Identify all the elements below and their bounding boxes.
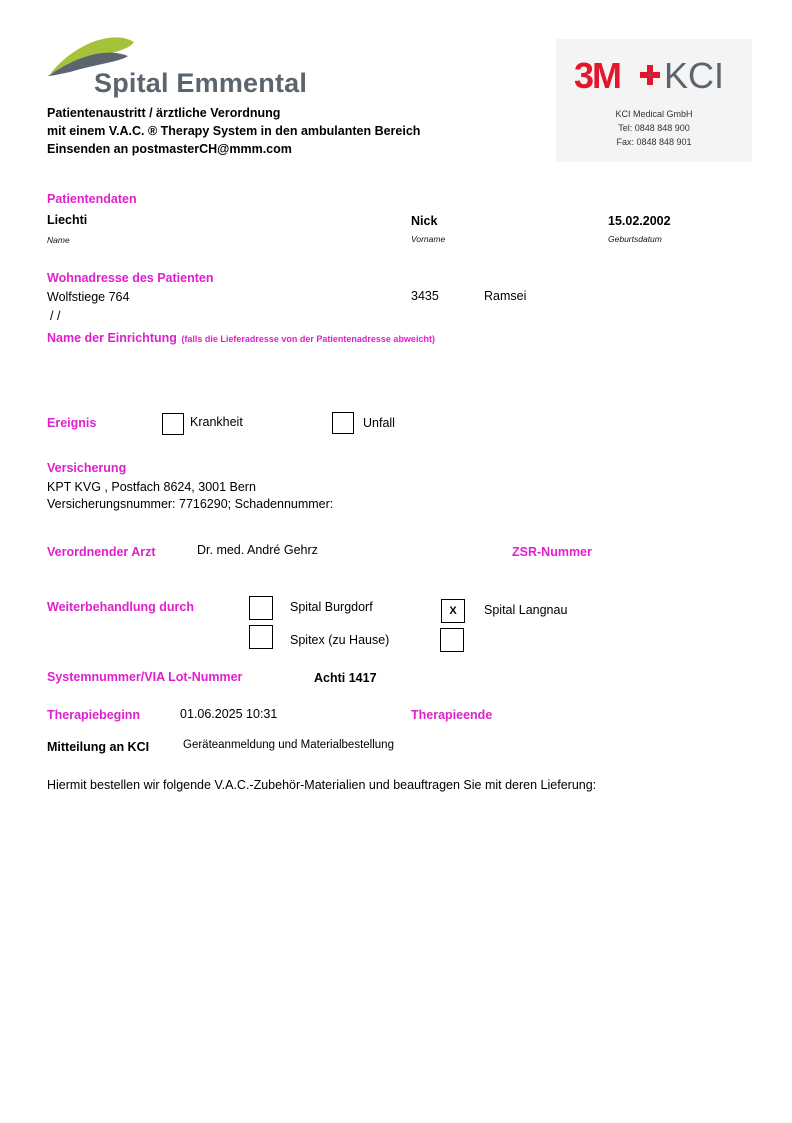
kci-logo-brand: 3M — [574, 55, 621, 96]
system-label: Systemnummer/VIA Lot-Nummer — [47, 670, 243, 684]
address-extra: / / — [50, 309, 61, 323]
followup-burgdorf-label: Spital Burgdorf — [290, 600, 373, 614]
address-section-label: Wohnadresse des Patienten — [47, 271, 214, 285]
followup-langnau-label: Spital Langnau — [484, 603, 568, 617]
zsr-label: ZSR-Nummer — [512, 545, 592, 559]
kci-company: KCI Medical GmbH — [615, 109, 693, 119]
patient-first-name-caption: Vorname — [411, 234, 446, 244]
kci-tel: Tel: 0848 848 900 — [618, 123, 690, 133]
event-label: Ereignis — [47, 416, 97, 430]
message-value: Geräteanmeldung und Materialbestellung — [183, 739, 394, 751]
followup-spitex-checkbox[interactable] — [249, 625, 273, 649]
patient-last-name-caption: Name — [47, 235, 70, 245]
therapy-start-label: Therapiebeginn — [47, 708, 141, 722]
facility-label: Name der Einrichtung — [47, 331, 177, 345]
address-street: Wolfstiege 764 — [47, 290, 130, 304]
message-label: Mitteilung an KCI — [47, 740, 150, 754]
plus-cross-icon — [640, 65, 660, 85]
form-title-line-2: mit einem V.A.C. ® Therapy System in den ambulanten Bereich — [47, 124, 421, 138]
address-zip: 3435 — [411, 289, 439, 303]
kci-fax: Fax: 0848 848 901 — [616, 137, 692, 147]
system-value: Achti 1417 — [314, 671, 377, 685]
insurance-section-label: Versicherung — [47, 461, 127, 475]
therapy-end-label: Therapieende — [411, 708, 493, 722]
event-accident-checkbox[interactable] — [332, 412, 354, 434]
event-accident-label: Unfall — [363, 416, 395, 430]
followup-burgdorf-checkbox[interactable] — [249, 596, 273, 620]
hospital-name: Spital Emmental — [94, 68, 308, 98]
patient-birth-date: 15.02.2002 — [608, 214, 671, 228]
doctor-label: Verordnender Arzt — [47, 545, 156, 559]
form-title-line-3: Einsenden an postmasterCH@mmm.com — [47, 142, 292, 156]
facility-label-row — [47, 329, 435, 347]
doctor-name: Dr. med. André Gehrz — [197, 543, 318, 557]
insurance-line-1: KPT KVG , Postfach 8624, 3001 Bern — [47, 480, 256, 494]
form-title-line-1: Patientenaustritt / ärztliche Verordnung — [47, 106, 281, 120]
kci-logo-partner: KCI — [664, 55, 725, 96]
hospital-logo — [46, 28, 321, 102]
patient-birth-date-caption: Geburtsdatum — [608, 234, 662, 244]
kci-logo — [556, 39, 752, 162]
insurance-line-2: Versicherungsnummer: 7716290; Schadennummer: — [47, 497, 334, 511]
patient-first-name: Nick — [411, 214, 438, 228]
event-illness-label: Krankheit — [190, 415, 243, 429]
followup-label: Weiterbehandlung durch — [47, 600, 194, 614]
order-text: Hiermit bestellen wir folgende V.A.C.-Zubehör-Materialien und beauftragen Sie mit deren Lieferung: — [47, 778, 597, 792]
patient-section-label: Patientendaten — [47, 192, 137, 206]
therapy-start-value: 01.06.2025 10:31 — [180, 707, 278, 721]
followup-langnau-checkbox[interactable]: X — [441, 599, 465, 623]
followup-other-checkbox[interactable] — [440, 628, 464, 652]
patient-last-name: Liechti — [47, 213, 88, 227]
event-illness-checkbox[interactable] — [162, 413, 184, 435]
followup-spitex-label: Spitex (zu Hause) — [290, 633, 390, 647]
address-city: Ramsei — [484, 289, 527, 303]
facility-note: (falls die Lieferadresse von der Patientenadresse abweicht) — [181, 334, 435, 344]
